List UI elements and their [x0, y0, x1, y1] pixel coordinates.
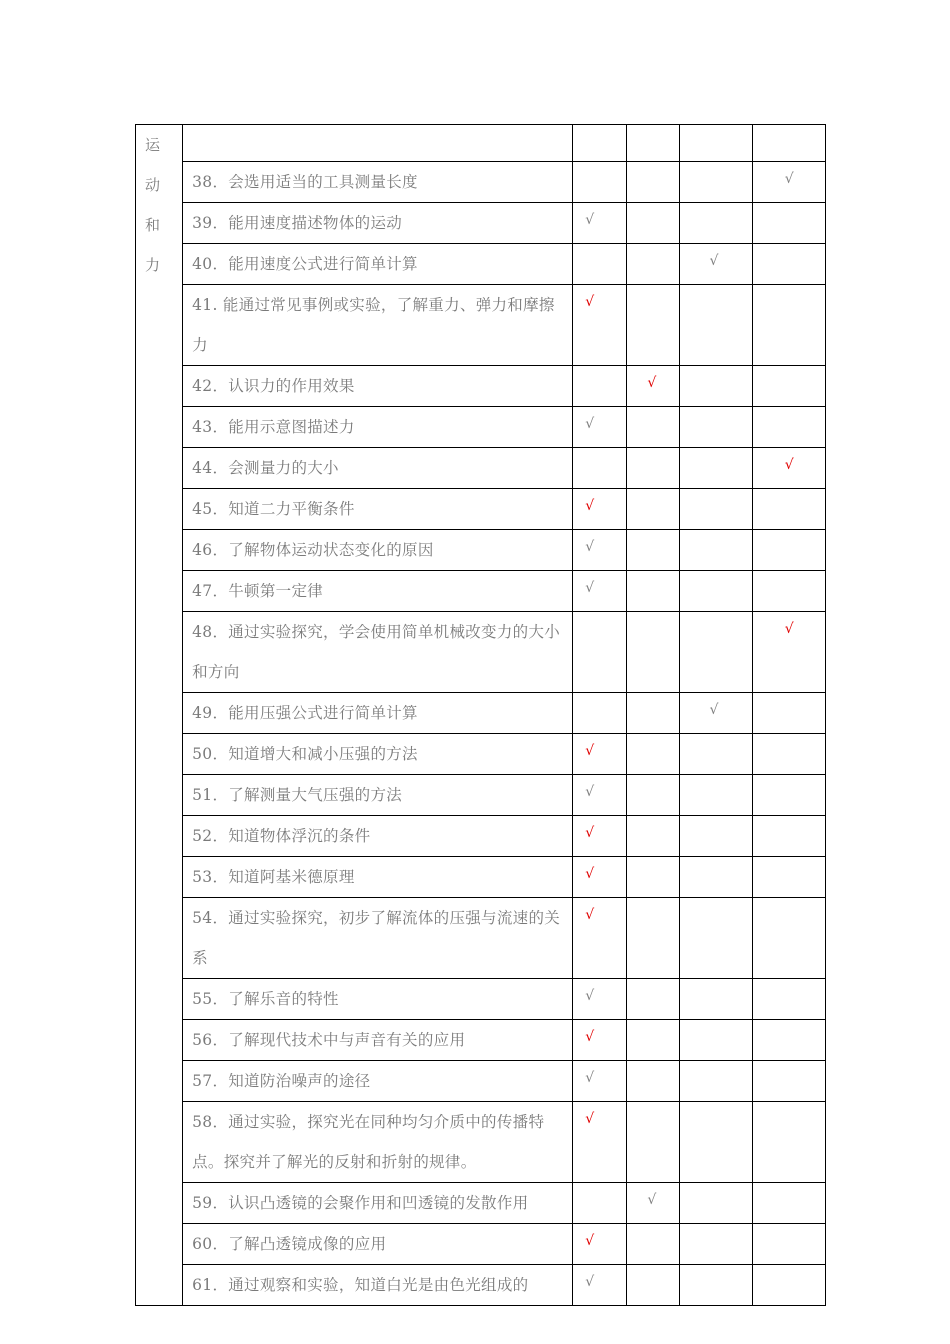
level-cell-2	[627, 125, 679, 162]
table-row	[136, 203, 826, 244]
level-cell-4	[752, 898, 825, 979]
check-mark-icon: √	[585, 539, 595, 555]
table-row	[136, 244, 826, 285]
level-cell-3	[679, 366, 752, 407]
level-cell-1	[573, 857, 627, 898]
check-mark-icon: √	[585, 212, 595, 228]
level-cell-2	[627, 857, 679, 898]
table-row	[136, 530, 826, 571]
level-cell-1	[573, 162, 627, 203]
table-row	[136, 979, 826, 1020]
table-row	[136, 857, 826, 898]
category-char: 运	[145, 136, 161, 154]
table-row	[136, 571, 826, 612]
standards-table	[135, 124, 826, 1306]
level-cell-4	[752, 979, 825, 1020]
level-cell-2	[627, 1183, 679, 1224]
table-row	[136, 125, 826, 162]
table-row	[136, 1265, 826, 1306]
level-cell-2	[627, 816, 679, 857]
level-cell-2	[627, 775, 679, 816]
level-cell-4	[752, 489, 825, 530]
level-cell-3	[679, 125, 752, 162]
item-text: 49．能用压强公式进行简单计算	[183, 693, 573, 734]
item-text: 45．知道二力平衡条件	[183, 489, 573, 530]
table-row	[136, 775, 826, 816]
level-cell-3	[679, 857, 752, 898]
level-cell-2	[627, 244, 679, 285]
level-cell-1	[573, 1224, 627, 1265]
level-cell-4	[752, 1061, 825, 1102]
level-cell-4	[752, 571, 825, 612]
level-cell-2	[627, 1102, 679, 1183]
check-mark-icon: √	[585, 743, 595, 759]
level-cell-2	[627, 448, 679, 489]
level-cell-1	[573, 125, 627, 162]
level-cell-1	[573, 1102, 627, 1183]
table-row	[136, 285, 826, 366]
level-cell-3	[679, 898, 752, 979]
item-text: 59．认识凸透镜的会聚作用和凹透镜的发散作用	[183, 1183, 573, 1224]
level-cell-3	[679, 1061, 752, 1102]
level-cell-3	[679, 162, 752, 203]
level-cell-4	[752, 366, 825, 407]
level-cell-3	[679, 734, 752, 775]
level-cell-3	[679, 203, 752, 244]
level-cell-3	[679, 1183, 752, 1224]
check-mark-icon: √	[585, 1029, 595, 1045]
level-cell-2	[627, 1265, 679, 1306]
check-mark-icon: √	[647, 375, 657, 391]
table-row	[136, 1020, 826, 1061]
table-row	[136, 898, 826, 979]
item-text: 52．知道物体浮沉的条件	[183, 816, 573, 857]
item-text: 41. 能通过常见事例或实验，了解重力、弹力和摩擦力	[183, 285, 573, 366]
level-cell-1	[573, 693, 627, 734]
check-mark-icon: √	[784, 621, 794, 637]
item-text: 58．通过实验，探究光在同种均匀介质中的传播特点。探究并了解光的反射和折射的规律。	[183, 1102, 573, 1183]
item-text: 51．了解测量大气压强的方法	[183, 775, 573, 816]
check-mark-icon: √	[585, 866, 595, 882]
table-row	[136, 366, 826, 407]
level-cell-1	[573, 285, 627, 366]
category-cell	[136, 125, 183, 1306]
item-text: 60．了解凸透镜成像的应用	[183, 1224, 573, 1265]
level-cell-3	[679, 285, 752, 366]
level-cell-2	[627, 898, 679, 979]
level-cell-3	[679, 1020, 752, 1061]
level-cell-1	[573, 203, 627, 244]
check-mark-icon: √	[585, 416, 595, 432]
category-char: 动	[145, 176, 161, 194]
level-cell-4	[752, 1265, 825, 1306]
check-mark-icon: √	[585, 1111, 595, 1127]
level-cell-4	[752, 1224, 825, 1265]
level-cell-2	[627, 530, 679, 571]
item-text: 43．能用示意图描述力	[183, 407, 573, 448]
level-cell-4	[752, 125, 825, 162]
level-cell-3	[679, 530, 752, 571]
level-cell-2	[627, 489, 679, 530]
item-text: 50．知道增大和减小压强的方法	[183, 734, 573, 775]
category-char: 和	[145, 216, 161, 234]
item-text: 48．通过实验探究，学会使用简单机械改变力的大小和方向	[183, 612, 573, 693]
level-cell-4	[752, 775, 825, 816]
level-cell-2	[627, 366, 679, 407]
level-cell-3	[679, 816, 752, 857]
level-cell-1	[573, 1061, 627, 1102]
level-cell-1	[573, 734, 627, 775]
check-mark-icon: √	[709, 702, 719, 718]
level-cell-3	[679, 612, 752, 693]
level-cell-1	[573, 366, 627, 407]
level-cell-1	[573, 979, 627, 1020]
item-text: 39．能用速度描述物体的运动	[183, 203, 573, 244]
check-mark-icon: √	[585, 1233, 595, 1249]
table-row	[136, 1224, 826, 1265]
check-mark-icon: √	[585, 498, 595, 514]
level-cell-4	[752, 1183, 825, 1224]
category-label	[136, 125, 182, 285]
level-cell-2	[627, 285, 679, 366]
level-cell-2	[627, 693, 679, 734]
level-cell-1	[573, 1020, 627, 1061]
item-text: 61．通过观察和实验，知道白光是由色光组成的	[183, 1265, 573, 1306]
table-row	[136, 1102, 826, 1183]
level-cell-1	[573, 1265, 627, 1306]
level-cell-4	[752, 203, 825, 244]
table-row	[136, 1183, 826, 1224]
level-cell-3	[679, 407, 752, 448]
level-cell-2	[627, 162, 679, 203]
table-row	[136, 693, 826, 734]
level-cell-2	[627, 734, 679, 775]
level-cell-1	[573, 612, 627, 693]
level-cell-1	[573, 816, 627, 857]
item-text: 44．会测量力的大小	[183, 448, 573, 489]
item-text: 46．了解物体运动状态变化的原因	[183, 530, 573, 571]
level-cell-4	[752, 285, 825, 366]
level-cell-4	[752, 857, 825, 898]
item-text: 57．知道防治噪声的途径	[183, 1061, 573, 1102]
level-cell-4	[752, 1102, 825, 1183]
level-cell-1	[573, 898, 627, 979]
level-cell-3	[679, 571, 752, 612]
item-text: 47．牛顿第一定律	[183, 571, 573, 612]
check-mark-icon: √	[647, 1192, 657, 1208]
table-row	[136, 448, 826, 489]
level-cell-2	[627, 571, 679, 612]
level-cell-2	[627, 612, 679, 693]
level-cell-3	[679, 244, 752, 285]
level-cell-3	[679, 448, 752, 489]
level-cell-1	[573, 571, 627, 612]
table-row	[136, 816, 826, 857]
level-cell-4	[752, 1020, 825, 1061]
level-cell-4	[752, 734, 825, 775]
check-mark-icon: √	[585, 907, 595, 923]
item-text: 38．会选用适当的工具测量长度	[183, 162, 573, 203]
level-cell-2	[627, 407, 679, 448]
level-cell-3	[679, 775, 752, 816]
item-text: 42．认识力的作用效果	[183, 366, 573, 407]
check-mark-icon: √	[585, 580, 595, 596]
level-cell-1	[573, 530, 627, 571]
level-cell-1	[573, 489, 627, 530]
category-char: 力	[145, 256, 161, 274]
check-mark-icon: √	[585, 294, 595, 310]
table-row	[136, 489, 826, 530]
item-text: 40．能用速度公式进行简单计算	[183, 244, 573, 285]
level-cell-4	[752, 407, 825, 448]
item-text: 54．通过实验探究，初步了解流体的压强与流速的关系	[183, 898, 573, 979]
level-cell-4	[752, 530, 825, 571]
check-mark-icon: √	[784, 171, 794, 187]
level-cell-1	[573, 1183, 627, 1224]
level-cell-3	[679, 1224, 752, 1265]
table-row	[136, 407, 826, 448]
level-cell-1	[573, 244, 627, 285]
level-cell-4	[752, 244, 825, 285]
item-text	[183, 125, 573, 162]
level-cell-3	[679, 1102, 752, 1183]
table-row	[136, 162, 826, 203]
item-text: 56．了解现代技术中与声音有关的应用	[183, 1020, 573, 1061]
table-row	[136, 1061, 826, 1102]
level-cell-4	[752, 693, 825, 734]
level-cell-2	[627, 979, 679, 1020]
level-cell-3	[679, 979, 752, 1020]
level-cell-1	[573, 448, 627, 489]
level-cell-2	[627, 1020, 679, 1061]
item-text: 53．知道阿基米德原理	[183, 857, 573, 898]
level-cell-2	[627, 1061, 679, 1102]
level-cell-1	[573, 407, 627, 448]
level-cell-4	[752, 816, 825, 857]
check-mark-icon: √	[585, 988, 595, 1004]
check-mark-icon: √	[585, 784, 595, 800]
check-mark-icon: √	[585, 1274, 595, 1290]
level-cell-4	[752, 448, 825, 489]
level-cell-3	[679, 489, 752, 530]
check-mark-icon: √	[784, 457, 794, 473]
item-text: 55．了解乐音的特性	[183, 979, 573, 1020]
check-mark-icon: √	[585, 1070, 595, 1086]
check-mark-icon: √	[585, 825, 595, 841]
table-row	[136, 734, 826, 775]
level-cell-4	[752, 612, 825, 693]
level-cell-4	[752, 162, 825, 203]
check-mark-icon: √	[709, 253, 719, 269]
level-cell-3	[679, 693, 752, 734]
level-cell-1	[573, 775, 627, 816]
level-cell-3	[679, 1265, 752, 1306]
table-row	[136, 612, 826, 693]
level-cell-2	[627, 203, 679, 244]
level-cell-2	[627, 1224, 679, 1265]
